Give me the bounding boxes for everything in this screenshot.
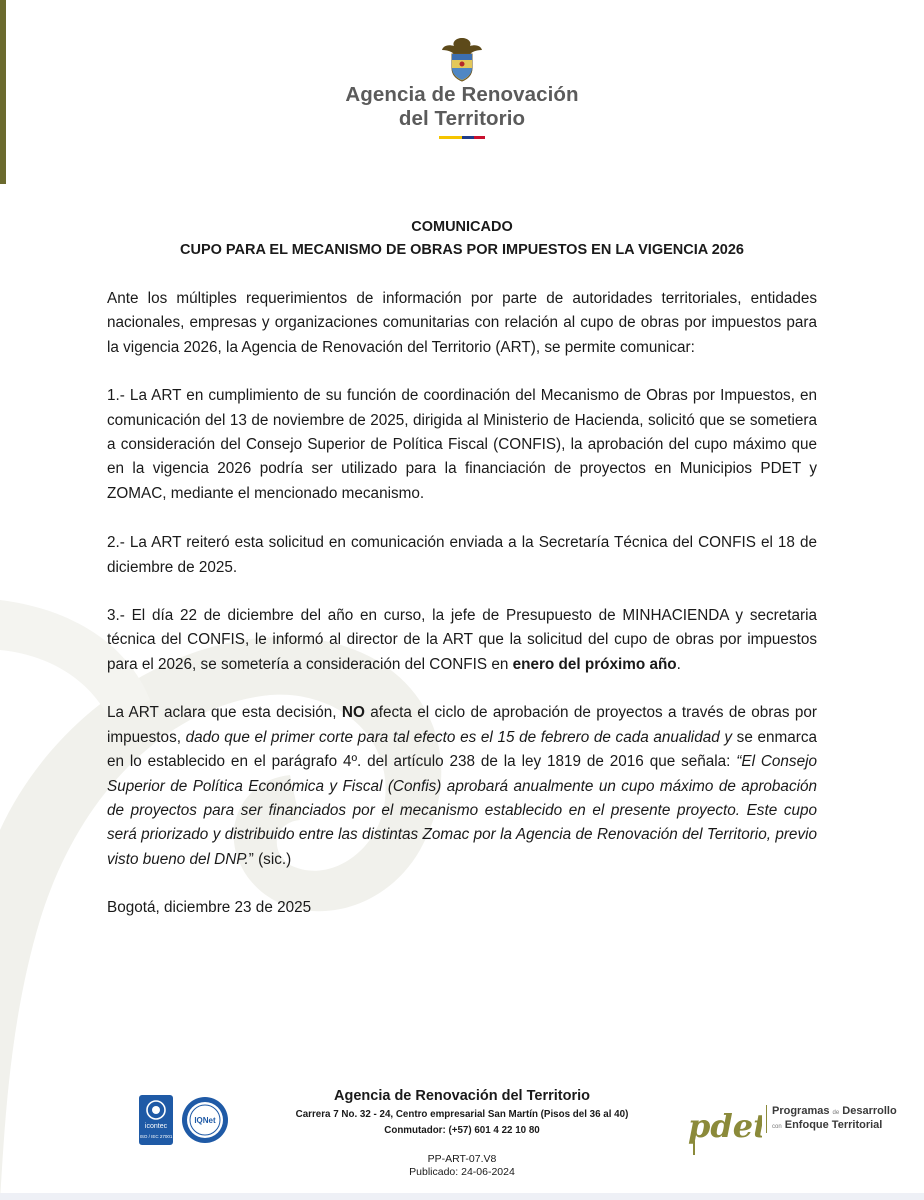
pdet-caption-desarrollo: Desarrollo xyxy=(842,1105,897,1117)
letterhead xyxy=(0,36,924,139)
point-3-text: 3.- El día 22 de diciembre del año en curso, la jefe de Presupuesto de MINHACIENDA y secretaria técnica del CONFIS, le informó al director de la ART que la solicitud del cupo de obras por impuestos para el 2026, se sometería a consideración del CONFIS en xyxy=(107,607,817,673)
coat-of-arms-icon xyxy=(440,36,484,82)
pdet-caption xyxy=(766,1105,897,1133)
pdet-logo-icon xyxy=(686,1103,762,1157)
clarification-text-b: afecta el ciclo de aprobación de proyectos a través de obras por impuestos, xyxy=(107,704,817,746)
footer-published: Publicado: 24-06-2024 xyxy=(409,1166,515,1178)
footer-address: Carrera 7 No. 32 - 24, Centro empresarial San Martín (Pisos del 36 al 40) xyxy=(295,1109,629,1120)
pdet-wordmark: pdet xyxy=(688,1107,762,1145)
document-body xyxy=(107,287,817,945)
clarification-paragraph xyxy=(107,701,817,872)
agency-name-line2: del Territorio xyxy=(398,107,526,130)
intro-paragraph: Ante los múltiples requerimientos de información por parte de autoridades territoriales, entidades nacionales, empresas y organizaciones comunitarias con relación al cupo de obras por impuestos para la vigencia 2026, la Agencia de Renovación del Territorio (ART), se permite comunicar: xyxy=(107,290,817,356)
pdet-caption-enfoque: Enfoque Territorial xyxy=(784,1119,883,1131)
agency-name-line1: Agencia de Renovación xyxy=(345,83,579,106)
icontec-label: icontec xyxy=(144,1123,168,1130)
flag-blue xyxy=(462,136,474,139)
law-quote: “El Consejo Superior de Política Económica y Fiscal (Confis) aprobará anualmente un cupo máximo de aprobación de proyectos para ser financiados por el mecanismo establecido en el presente proyecto. Este cupo será priorizado y distribuido entre las distintas Zomac por la Agencia de Renovación del Territorio, previo visto bueno del DNP. xyxy=(107,753,817,868)
point-2-paragraph: 2.- La ART reiteró esta solicitud en comunicación enviada a la Secretaría Técnica del CONFIS el 18 de diciembre de 2025. xyxy=(107,534,817,576)
clarification-italic: dado que el primer corte para tal efecto es el 15 de febrero de cada anualidad y xyxy=(185,728,733,746)
point-3-bold: enero del próximo año xyxy=(512,655,677,673)
footer-phone: Conmutador: (+57) 601 4 22 10 80 xyxy=(384,1125,540,1136)
title-line1: COMUNICADO xyxy=(411,219,513,235)
signature-date: Bogotá, diciembre 23 de 2025 xyxy=(107,899,312,917)
pdet-logo xyxy=(686,1103,900,1157)
iqnet-label: IQNet xyxy=(194,1116,216,1125)
point-1-paragraph: 1.- La ART en cumplimiento de su función de coordinación del Mecanismo de Obras por Impuestos, en comunicación del 13 de noviembre de 2025, dirigida al Ministerio de Hacienda, solicitó que se sometiera a consideración del Consejo Superior de Política Fiscal (CONFIS), la aprobación del cupo máximo que en la vigencia 2026 podría ser utilizado para la financiación de proyectos en Municipios PDET y ZOMAC, mediante el mencionado mecanismo. xyxy=(107,387,817,502)
pdet-caption-programas: Programas xyxy=(772,1105,830,1117)
pdet-caption-de: de xyxy=(832,1110,840,1116)
flag-yellow xyxy=(439,136,462,139)
clarification-bold-no: NO xyxy=(341,704,365,722)
footer-doc-code: PP-ART-07.V8 xyxy=(427,1153,497,1165)
footer-agency: Agencia de Renovación del Territorio xyxy=(334,1088,590,1104)
iso-label: ISO / IEC 27001 xyxy=(139,1134,173,1139)
clarification-end: ” (sic.) xyxy=(248,850,292,868)
point-3-end: . xyxy=(676,655,681,673)
point-3-paragraph xyxy=(107,604,817,677)
title-line2: CUPO PARA EL MECANISMO DE OBRAS POR IMPUESTOS EN LA VIGENCIA 2026 xyxy=(180,242,744,258)
document-title xyxy=(0,216,924,262)
bottom-strip xyxy=(0,1193,924,1200)
flag-stripe xyxy=(439,136,485,139)
pdet-caption-con: con xyxy=(772,1124,782,1130)
flag-red xyxy=(474,136,486,139)
clarification-text-a: La ART aclara que esta decisión, xyxy=(107,704,342,722)
clarification-text-c: se enmarca en lo establecido en el parágrafo 4º. del artículo 238 de la ley 1819 de 2016 que señala: xyxy=(107,728,818,771)
